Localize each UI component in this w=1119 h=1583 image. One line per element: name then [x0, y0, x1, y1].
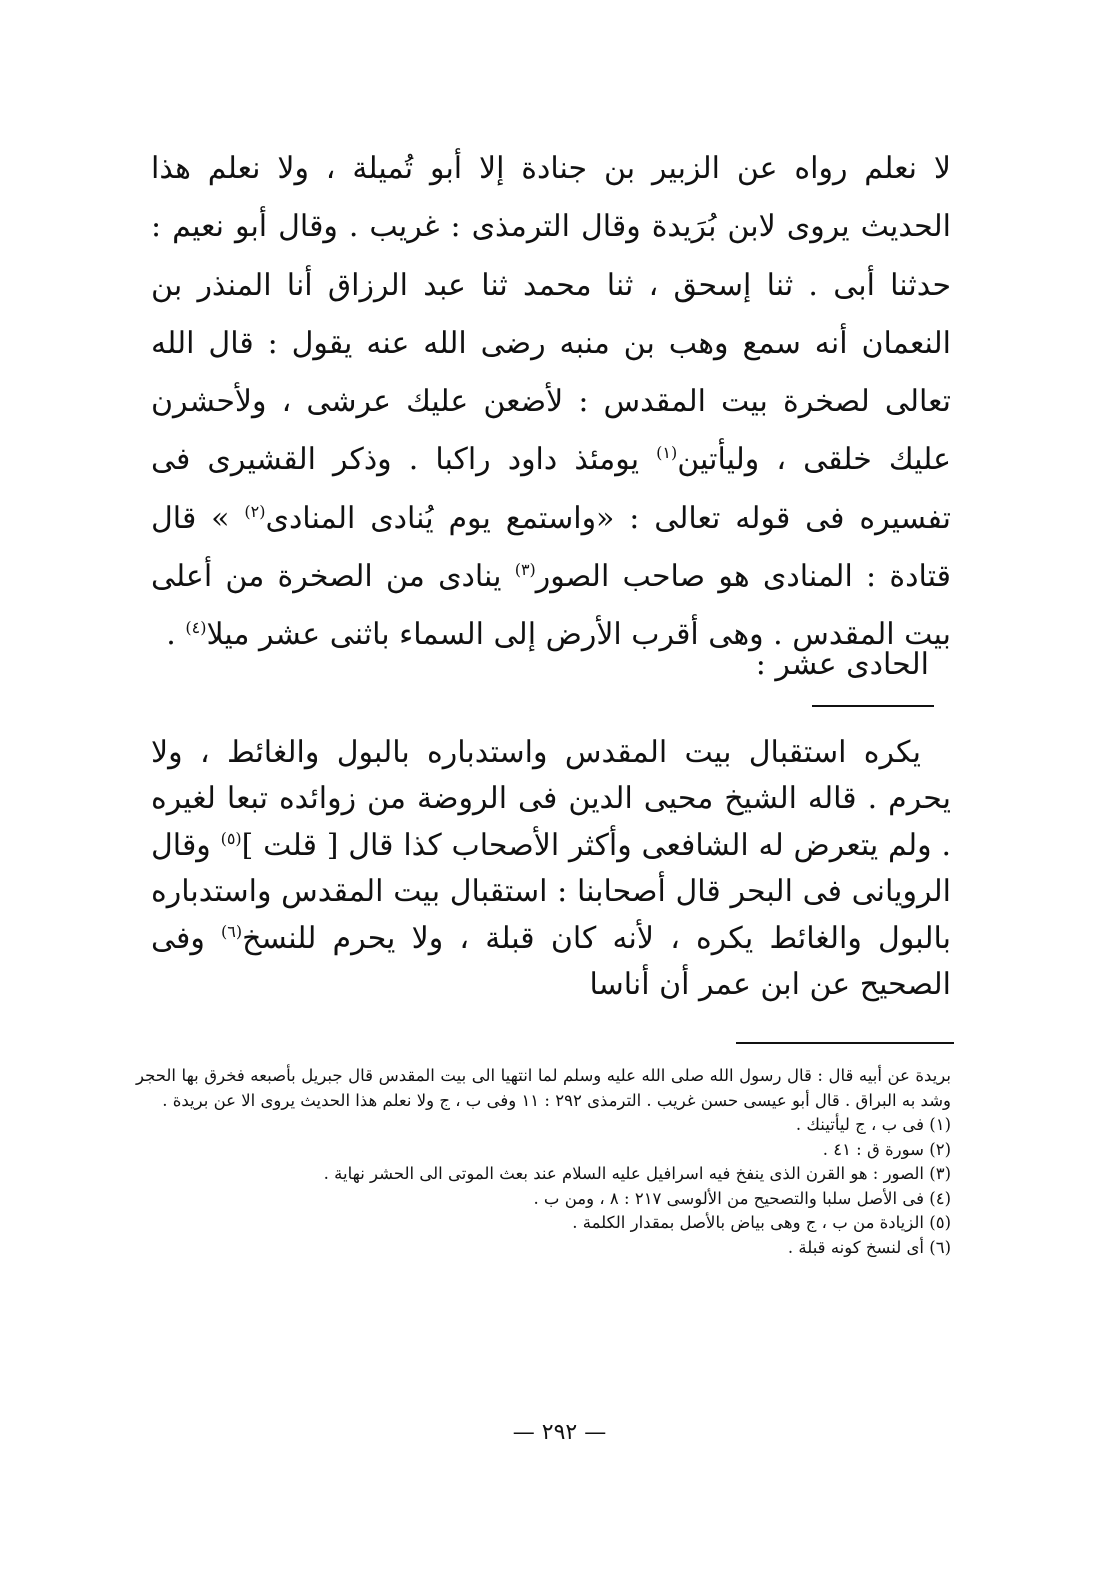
- footnotes-block: [136, 1064, 951, 1260]
- paragraph-1-part-4: ينادى من الصخرة من أعلى بيت المقدس . وهى أقرب الأرض إلى السماء باثنى عشر ميلا: [151, 559, 951, 653]
- footnote-ref-3: (٣): [514, 560, 536, 580]
- paragraph-2-part-1: يكره استقبال بيت المقدس واستدباره بالبول والغائط ، ولا يحرم . قاله الشيخ محيى الدين فى الروضة من زوائده تبعا لغيره . ولم يتعرض له الشافعى وأكثر الأصحاب كذا قال [ قلت ]: [151, 735, 951, 863]
- footnote-3: (٣) الصور : هو القرن الذى ينفخ فيه اسرافيل عليه السلام عند بعث الموتى الى الحشر نهاية .: [323, 1164, 951, 1183]
- footnote-ref-4: (٤): [185, 618, 207, 638]
- paragraph-1-part-5: .: [166, 617, 186, 653]
- section-heading-rule: [812, 705, 934, 707]
- paragraph-2-part-2: وقال الرويانى فى البحر قال أصحابنا : استقبال بيت المقدس واستدباره بالبول والغائط يكره ، لأنه كان قبلة ، ولا يحرم للنسخ: [151, 827, 951, 956]
- footnote-ref-6: (٦): [221, 921, 243, 941]
- paragraph-1-part-1: لا نعلم رواه عن الزبير بن جنادة إلا أبو تُميلة ، ولا نعلم هذا الحديث يروى لابن بُرَيدة وقال الترمذى : غريب . وقال أبو نعيم : حدثنا أبى . ثنا إسحق ، ثنا محمد ثنا عبد الرزاق أنا المنذر بن النعمان أنه سمع وهب بن منبه رضى الله عنه يقول : قال الله تعالى لصخرة بيت المقدس : لأضعن عليك عرشى ، ولأحشرن عليك خلقى ، وليأتين: [151, 151, 951, 478]
- section-heading: الحادى عشر :: [755, 647, 929, 682]
- footnote-6: (٦) أى لنسخ كونه قبلة .: [787, 1237, 951, 1257]
- footnote-5: (٥) الزيادة من ب ، ج وهى بياض بالأصل بمقدار الكلمة .: [572, 1213, 951, 1232]
- paragraph-1-part-2: يومئذ داود راكبا . وذكر القشيرى فى تفسيره فى قوله تعالى : «واستمع يوم يُنادى المنادى: [151, 442, 951, 536]
- page-number: — ٢٩٢ —: [512, 1420, 607, 1445]
- footnote-ref-1: (١): [656, 443, 678, 463]
- paragraph-2: [151, 730, 951, 1008]
- paragraph-1-part-3: » قال قتادة : المنادى هو صاحب الصور: [151, 500, 951, 595]
- paragraph-1: [151, 140, 951, 665]
- footnote-1: (١) فى ب ، ج ليأتينك .: [795, 1115, 951, 1134]
- main-body-text: [151, 140, 951, 665]
- footnote-2: (٢) سورة ق : ٤١ .: [822, 1139, 951, 1159]
- footnote-4: (٤) فى الأصل سلبا والتصحيح من الألوسى ٢١٧ : ٨ ، ومن ب .: [533, 1188, 951, 1208]
- main-body-text-2: [151, 730, 951, 1008]
- footnote-separator: [736, 1042, 954, 1044]
- footnote-ref-5: (٥): [220, 828, 242, 848]
- footnote-continuation: بريدة عن أبيه قال : قال رسول الله صلى الله عليه وسلم لما انتهيا الى بيت المقدس قال جبريل بأصبعه فخرق بها الحجر وشد به البراق . قال أبو عيسى حسن غريب . الترمذى ٢٩٢ : ١١ وفى ب ، ج ولا نعلم هذا الحديث يروى الا عن بريدة .: [136, 1066, 951, 1110]
- paragraph-2-part-3: وفى الصحيح عن ابن عمر أن أناسا: [151, 920, 951, 1003]
- footnote-ref-2: (٢): [244, 501, 266, 521]
